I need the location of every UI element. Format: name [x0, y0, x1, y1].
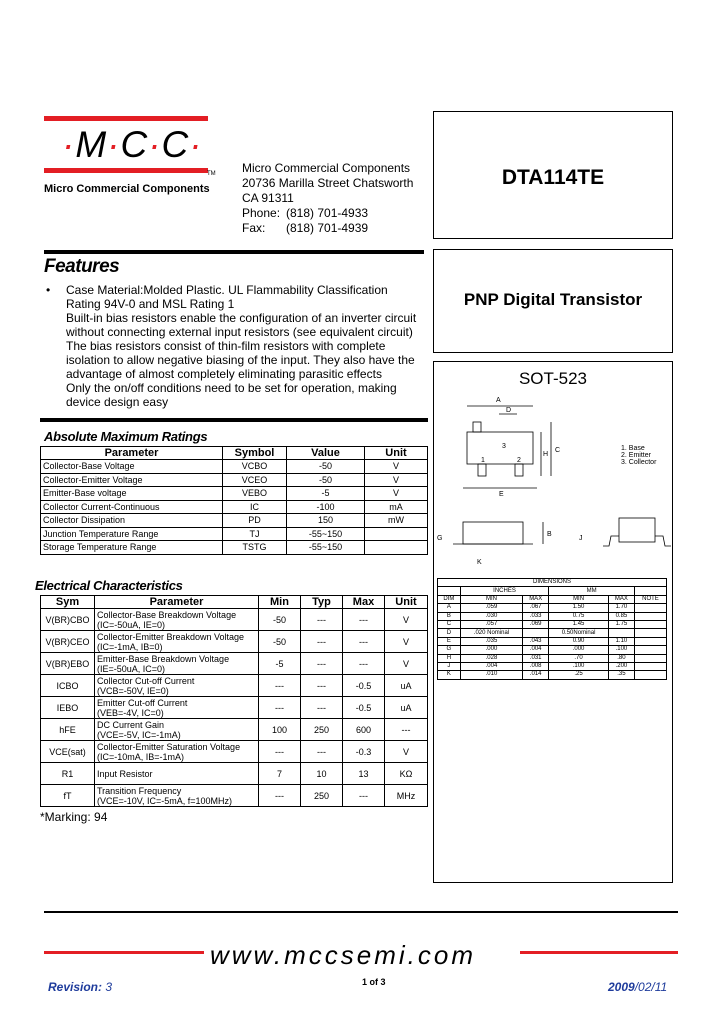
- abs-max-row: Storage Temperature Range TSTG -55~150: [41, 541, 428, 555]
- elec-table: Sym Parameter Min Typ Max Unit V(BR)CBO Collector-Base Breakdown Voltage (IC=-50uA, IE=0) -50 --- --- V V(BR)CEO Collector-Emitter Breakdown Voltage (IC=-1mA, IB=0) -50 --- --- V V(BR)EBO Emitter-Base Breakdown Voltage (IE=-50uA, IC=0) -5 --- --- V ICBO Collector Cut-off Current (VCB=-50V, IE=0) --- --- -0.5 uA IEBO Emitter Cut-off Current (VEB=-4V, IC=0) --- --- -0.5 uA hFE DC Current Gain (VCE=-5V, IC=-1mA) 100 250 600 --- VCE(sat) Collector-Emitter Saturation Voltage (IC=-10mA, IB=-1mA) --- --- -0.3 V R1 Input Resistor 7 10 13 KΩ fT Transition Frequency (VCE=-10V, IC=-5mA, f=100MHz) --- 250 --- MHz: [40, 595, 428, 807]
- dimension-row: E .035 .043 0.90 1.10: [438, 637, 667, 645]
- elec-row: R1 Input Resistor 7 10 13 KΩ: [41, 763, 428, 785]
- pin-1-lead: [478, 464, 486, 476]
- pin-label-3: 3: [502, 443, 506, 450]
- abs-max-title: Absolute Maximum Ratings: [44, 429, 208, 444]
- elec-row: V(BR)EBO Emitter-Base Breakdown Voltage (IE=-50uA, IC=0) -5 --- --- V: [41, 653, 428, 675]
- package-name: SOT-523: [518, 369, 588, 388]
- dim-label-c: C: [555, 447, 561, 454]
- side-view-body: [463, 522, 523, 544]
- device-description: PNP Digital Transistor: [463, 290, 643, 309]
- abs-max-row: Collector Dissipation PD 150 mW: [41, 514, 428, 528]
- features-rule: [44, 250, 424, 254]
- part-number: DTA114TE: [501, 166, 605, 189]
- feature-item: Built-in bias resistors enable the configuration of an inverter circuit without connecting external input resistors (see equivalent circuit): [66, 311, 417, 339]
- abs-max-row: Collector-Base Voltage VCBO -50 V: [41, 460, 428, 474]
- elec-row: V(BR)CEO Collector-Emitter Breakdown Voltage (IC=-1mA, IB=0) -50 --- --- V: [41, 631, 428, 653]
- elec-row: fT Transition Frequency (VCE=-10V, IC=-5mA, f=100MHz) --- 250 --- MHz: [41, 785, 428, 807]
- dimension-row: K .010 .014 .25 .35: [438, 671, 667, 679]
- end-view-body: [619, 518, 655, 542]
- dimension-row: A .059 .067 1.50 1.70: [438, 604, 667, 612]
- logo-top-rule: [44, 116, 208, 121]
- feature-item: • Case Material:Molded Plastic. UL Flammability Classification Rating 94V-0 and MSL Rating 1: [46, 283, 388, 311]
- dimension-row: B .030 .033 0.75 0.85: [438, 612, 667, 620]
- footer-rule: [44, 911, 678, 913]
- abs-max-row: Collector-Emitter Voltage VCEO -50 V: [41, 473, 428, 487]
- elec-row: VCE(sat) Collector-Emitter Saturation Voltage (IC=-10mA, IB=-1mA) --- --- -0.3 V: [41, 741, 428, 763]
- abs-max-table: Parameter Symbol Value Unit Collector-Base Voltage VCBO -50 V Collector-Emitter Voltage VCEO -50 V Emitter-Base voltage VEBO -5 V Collector Current-Continuous IC -100 mA Collector Dissipation PD 150 mW Junction Temperature Range TJ -55~150 Storage Temperature Range TSTG -55~150: [40, 446, 428, 555]
- dimension-row: J .004 .008 .100 .200: [438, 662, 667, 670]
- dimensions-table: DIMENSIONS INCHES MM DIM MIN MAX MIN MAX NOTE A .059 .067 1.50 1.70 B .030 .033 0.75 0.85 C .057 .069 1.45 1.75 D .020 Nominal 0.50Nominal E .035 .043 0.90 1.10 G .000 .004 .000 .100 H .028 .031 .70 .80 J .004 .008 .100 .200 K .010 .014 .25 .35: [437, 578, 667, 680]
- date: 2009/02/11: [608, 980, 668, 994]
- revision: Revision: 3: [48, 980, 113, 994]
- trademark: TM: [207, 171, 216, 177]
- feature-item: Only the on/off conditions need to be set for operation, making device design easy: [66, 381, 397, 409]
- dimension-row: H .028 .031 .70 .80: [438, 654, 667, 662]
- abs-max-rule: [40, 418, 428, 422]
- elec-row: V(BR)CBO Collector-Base Breakdown Voltage (IC=-50uA, IE=0) -50 --- --- V: [41, 609, 428, 631]
- abs-max-row: Junction Temperature Range TJ -55~150: [41, 527, 428, 541]
- top-view-body: [467, 432, 533, 464]
- feature-item: The bias resistors consist of thin-film resistors with complete isolation to allow negative biasing of the input. They also have the advantage of almost completely eliminating parasitic effects: [66, 339, 415, 381]
- logo-subtitle: Micro Commercial Components: [44, 183, 210, 195]
- pin-label-2: 2: [517, 457, 521, 464]
- dim-label-k: K: [477, 559, 482, 566]
- package-drawing: [433, 392, 673, 578]
- marking-note: *Marking: 94: [40, 810, 108, 824]
- features-title: Features: [44, 256, 120, 277]
- dimension-row: C .057 .069 1.45 1.75: [438, 620, 667, 628]
- dim-label-g: G: [437, 535, 443, 542]
- company-address: Micro Commercial Components 20736 Marilla Street Chatsworth CA 91311 Phone: (818) 701-4933 Fax: (818) 701-4939: [242, 161, 414, 235]
- elec-row: hFE DC Current Gain (VCE=-5V, IC=-1mA) 100 250 600 ---: [41, 719, 428, 741]
- dim-label-a: A: [496, 397, 501, 404]
- dim-label-e: E: [499, 491, 504, 498]
- pin-legend: 1. Base 2. Emitter 3. Collector: [621, 445, 657, 466]
- dim-label-b: B: [547, 531, 552, 538]
- dim-label-h: H: [543, 451, 549, 458]
- dim-label-j: J: [579, 535, 583, 542]
- url-right-rule: [520, 951, 678, 954]
- website-url[interactable]: www.mccsemi.com: [210, 940, 477, 970]
- pin-3-lead: [473, 422, 481, 432]
- abs-max-row: Emitter-Base voltage VEBO -5 V: [41, 487, 428, 501]
- url-left-rule: [44, 951, 204, 954]
- abs-max-row: Collector Current-Continuous IC -100 mA: [41, 500, 428, 514]
- dimension-row: G .000 .004 .000 .100: [438, 646, 667, 654]
- elec-row: ICBO Collector Cut-off Current (VCB=-50V, IE=0) --- --- -0.5 uA: [41, 675, 428, 697]
- elec-title: Electrical Characteristics: [35, 578, 183, 593]
- dim-label-d: D: [506, 407, 512, 414]
- logo-bottom-rule: [44, 168, 208, 173]
- dimension-row: D .020 Nominal 0.50Nominal: [438, 629, 667, 637]
- pin-label-1: 1: [481, 457, 485, 464]
- pin-2-lead: [515, 464, 523, 476]
- page-number: 1 of 3: [362, 977, 386, 987]
- features-list: [44, 283, 424, 409]
- elec-row: IEBO Emitter Cut-off Current (VEB=-4V, IC=0) --- --- -0.5 uA: [41, 697, 428, 719]
- mcc-logo: ·M·C·C·: [62, 124, 203, 165]
